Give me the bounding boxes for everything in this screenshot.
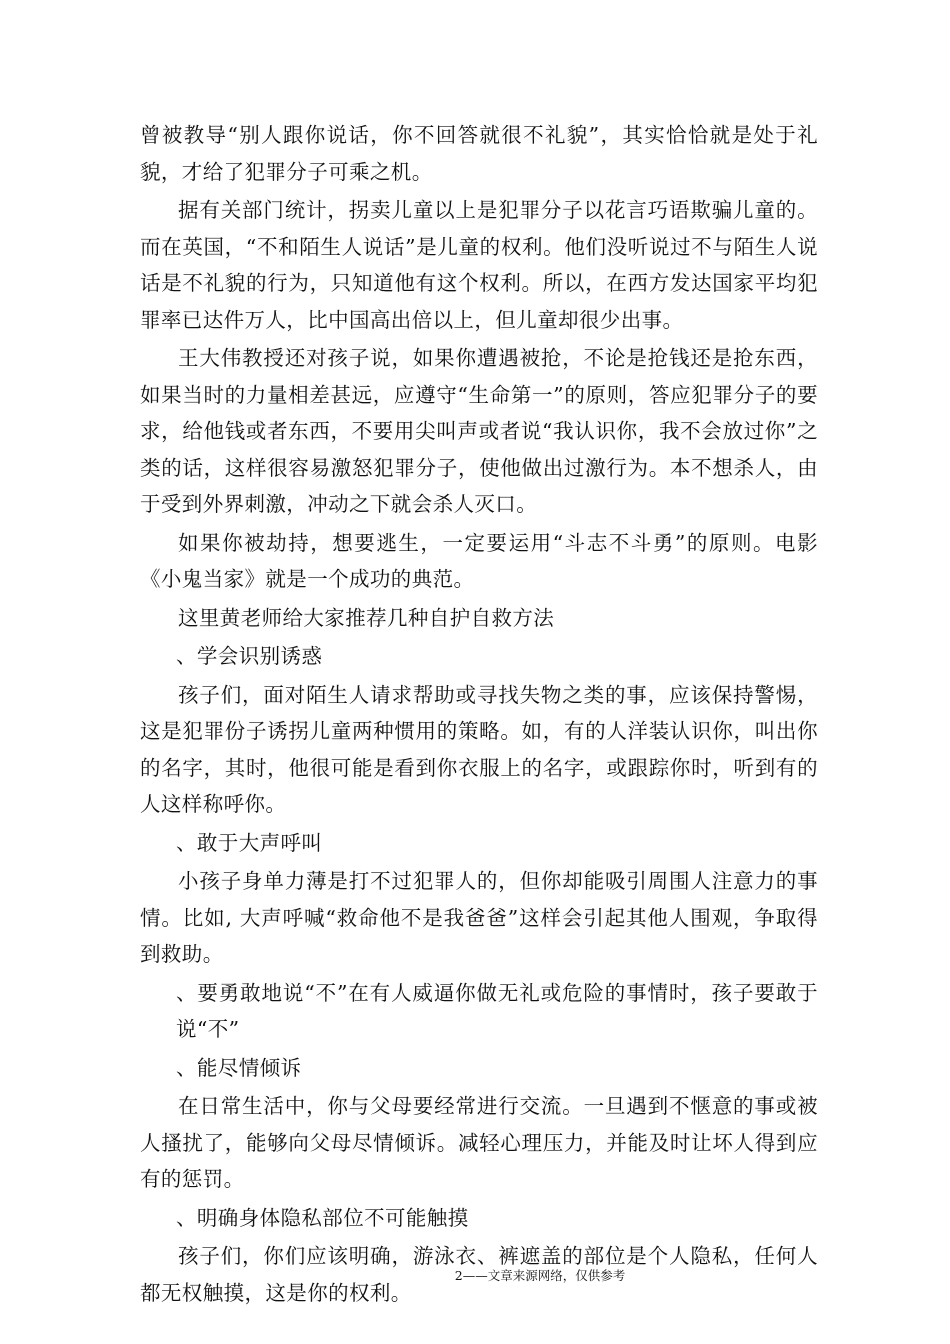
document-body (140, 117, 818, 1313)
section-heading-5: 、明确身体隐私部位不可能触摸 (176, 1205, 469, 1230)
paragraph-6: 孩子们，面对陌生人请求帮助或寻找失物之类的事，应该保持警惕，这是犯罪份子诱拐儿童两种惯用的策略。如，有的人洋装认识你，叫出你的名字，其时，他很可能是看到你衣服上的名字，或跟踪你时，听到有的人这样称呼你。 (140, 682, 818, 816)
paragraph-1: 曾被教导“别人跟你说话，你不回答就很不礼貌”，其实恰恰就是处于礼貌，才给了犯罪分子可乘之机。 (140, 123, 818, 184)
section-heading-3: 、要勇敢地说“不”在有人威逼你做无礼或危险的事情时，孩子要敢于说“不” (176, 980, 818, 1041)
paragraph-7: 小孩子身单力薄是打不过犯罪人的，但你却能吸引周围人注意力的事情。比如, 大声呼喊“救命他不是我爸爸”这样会引起其他人围观，争取得到救助。 (140, 869, 818, 966)
paragraph-9: 孩子们，你们应该明确，游泳衣、裤遮盖的部位是个人隐私，任何人都无权触摸，这是你的权利。 (140, 1244, 818, 1305)
page-footer: 2——文章来源网络，仅供参考 (454, 1268, 626, 1283)
paragraph-2: 据有关部门统计，拐卖儿童以上是犯罪分子以花言巧语欺骗儿童的。而在英国，“不和陌生人说话”是儿童的权利。他们没听说过不与陌生人说话是不礼貌的行为，只知道他有这个权利。所以，在西方发达国家平均犯罪率已达件万人，比中国高出倍以上，但儿童却很少出事。 (140, 198, 818, 332)
section-heading-2: 、敢于大声呼叫 (176, 830, 323, 855)
paragraph-4: 如果你被劫持，想要逃生，一定要运用“斗志不斗勇”的原则。电影《小鬼当家》就是一个成功的典范。 (140, 530, 818, 591)
paragraph-3: 王大伟教授还对孩子说，如果你遭遇被抢，不论是抢钱还是抢东西，如果当时的力量相差甚远，应遵守“生命第一”的原则，答应犯罪分子的要求，给他钱或者东西，不要用尖叫声或者说“我认识你，我不会放过你”之类的话，这样很容易激怒犯罪分子，使他做出过激行为。本不想杀人，由于受到外界刺激，冲动之下就会杀人灭口。 (140, 346, 818, 516)
paragraph-8: 在日常生活中，你与父母要经常进行交流。一旦遇到不惬意的事或被人搔扰了，能够向父母尽情倾诉。减轻心理压力，并能及时让坏人得到应有的惩罚。 (140, 1094, 818, 1191)
paragraph-5: 这里黄老师给大家推荐几种自护自救方法 (178, 605, 555, 630)
section-heading-4: 、能尽情倾诉 (176, 1055, 302, 1080)
section-heading-1: 、学会识别诱惑 (176, 644, 323, 668)
